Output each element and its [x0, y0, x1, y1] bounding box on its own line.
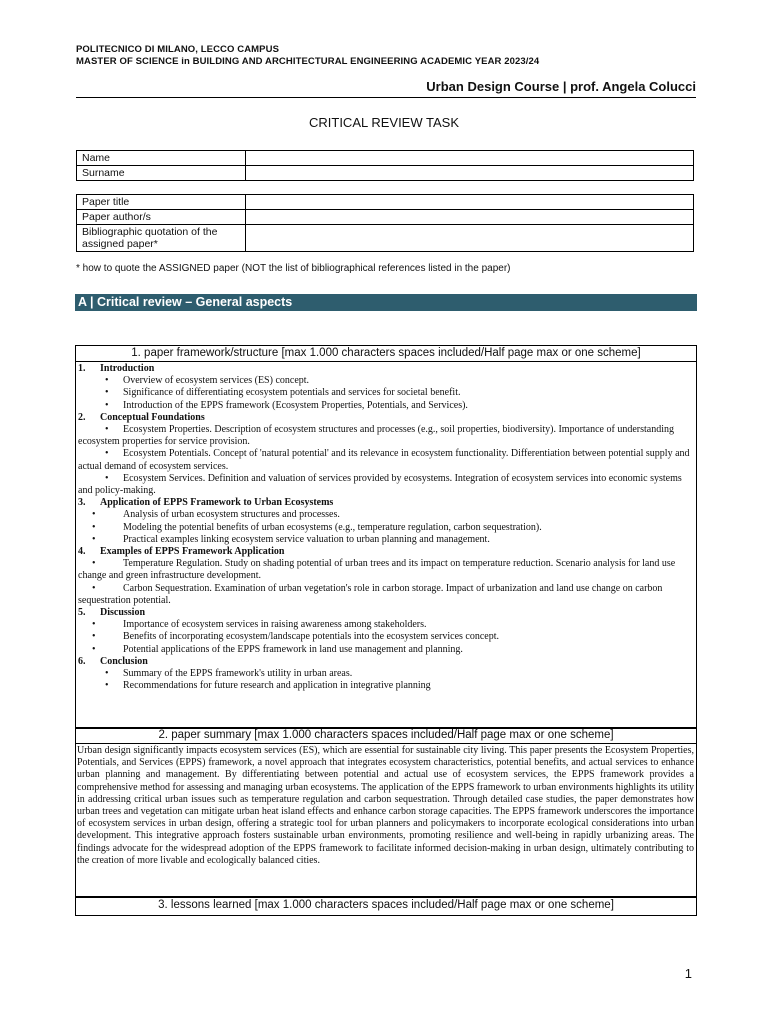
- list-item: • Temperature Regulation. Study on shading potential of urban trees and its impact on temperature reduction. Scenario analysis for land use change and green infrastructure development.: [78, 558, 694, 582]
- course-title: Urban Design Course | prof. Angela Colucci: [426, 79, 696, 94]
- summary-text: Urban design significantly impacts ecosystem services (ES), which are essential for sustainable city living. This paper presents the Ecosystem Properties, Potentials, and Services (EPPS) framework, a novel approach that integrates ecosystem characteristics, potential benefits, and actual services to enhance urban planning and management. By differentiating between potential and actual use of ecosystem services, the EPPS framework provides a comprehensive method for assessing and managing urban ecosystems. The application of the EPPS framework to urban environments highlights its utility in addressing critical urban issues such as temperature regulation and carbon sequestration. Through detailed case studies, the paper demonstrates how urban trees and vegetation can mitigate urban heat island effects and enhance carbon storage capacities. The EPPS framework underscores the importance of ecosystem services in urban design, offering a strategic tool for urban planners and policymakers to incorporate ecological considerations into urban development. This integrative approach fosters sustainable urban environments, promoting resilience and well-being in rapidly urbanizing areas. The findings advocate for the widespread adoption of the EPPS framework to facilitate informed decision-making in urban design, ultimately contributing to the creation of more livable and ecologically balanced cities.: [77, 745, 694, 866]
- bibliographic-quotation-label: Bibliographic quotation of the assigned paper*: [77, 225, 246, 252]
- paper-title-label: Paper title: [77, 195, 246, 210]
- list-item: • Recommendations for future research and application in integrative planning: [78, 680, 694, 692]
- framework-content: [76, 362, 696, 692]
- table-row: [77, 195, 694, 210]
- list-item: • Analysis of urban ecosystem structures and processes.: [78, 509, 694, 521]
- list-item: • Benefits of incorporating ecosystem/landscape potentials into the ecosystem services concept.: [78, 631, 694, 643]
- summary-box: [75, 727, 697, 898]
- surname-field[interactable]: [246, 166, 694, 181]
- summary-heading: 2. paper summary [max 1.000 characters spaces included/Half page max or one scheme]: [76, 728, 696, 744]
- outline-heading: 1. Introduction: [78, 363, 155, 374]
- lessons-heading: 3. lessons learned [max 1.000 characters spaces included/Half page max or one scheme]: [158, 899, 614, 911]
- quotation-note: * how to quote the ASSIGNED paper (NOT the list of bibliographical references listed in the paper): [76, 263, 511, 274]
- framework-box: [75, 345, 697, 729]
- outline-heading: 5. Discussion: [78, 607, 146, 619]
- list-item: • Potential applications of the EPPS framework in land use management and planning.: [78, 644, 694, 656]
- name-label: Name: [77, 151, 246, 166]
- header-divider: [76, 97, 696, 98]
- list-item: • Importance of ecosystem services in raising awareness among stakeholders.: [78, 619, 694, 631]
- framework-heading: 1. paper framework/structure [max 1.000 characters spaces included/Half page max or one scheme]: [76, 346, 696, 362]
- list-item: • Ecosystem Potentials. Concept of 'natural potential' and its relevance in ecosystem functionality. Differentiation between potential supply and actual demand of ecosystem services.: [78, 448, 694, 472]
- program-name: MASTER OF SCIENCE in BUILDING AND ARCHITECTURAL ENGINEERING ACADEMIC YEAR 2023/24: [76, 56, 540, 67]
- outline-heading: 3. Application of EPPS Framework to Urban Ecosystems: [78, 497, 334, 509]
- bibliographic-quotation-field[interactable]: [246, 225, 694, 252]
- table-row: [77, 151, 694, 166]
- table-row: [77, 210, 694, 225]
- table-row: [77, 166, 694, 181]
- student-info-table: [76, 150, 694, 181]
- institution-name: POLITECNICO DI MILANO, LECCO CAMPUS: [76, 44, 279, 55]
- list-item: • Practical examples linking ecosystem service valuation to urban planning and management.: [78, 534, 694, 546]
- paper-info-table: [76, 194, 694, 252]
- list-item: • Summary of the EPPS framework's utility in urban areas.: [78, 668, 694, 680]
- name-field[interactable]: [246, 151, 694, 166]
- paper-authors-label: Paper author/s: [77, 210, 246, 225]
- list-item: • Introduction of the EPPS framework (Ecosystem Properties, Potentials, and Services).: [78, 400, 694, 412]
- page-number: 1: [684, 966, 692, 981]
- outline-heading: 2. Conceptual Foundations: [78, 411, 205, 423]
- table-row: [77, 225, 694, 252]
- paper-title-field[interactable]: [246, 195, 694, 210]
- list-item: • Modeling the potential benefits of urban ecosystems (e.g., temperature regulation, carbon sequestration).: [78, 522, 694, 534]
- page-title: CRITICAL REVIEW TASK: [308, 115, 459, 130]
- list-item: • Ecosystem Services. Definition and valuation of services provided by ecosystems. Integration of ecosystem services into economic systems and policy-making.: [78, 473, 694, 497]
- list-item: • Carbon Sequestration. Examination of urban vegetation's role in carbon storage. Impact of urbanization and land use change on carbon sequestration potential.: [78, 583, 694, 607]
- list-item: • Overview of ecosystem services (ES) concept.: [78, 375, 694, 387]
- surname-label: Surname: [77, 166, 246, 181]
- lessons-box: [75, 896, 697, 916]
- outline-heading: 4. Examples of EPPS Framework Application: [78, 546, 285, 558]
- section-a-header: A | Critical review – General aspects: [75, 294, 697, 311]
- list-item: • Significance of differentiating ecosystem potentials and services for societal benefit.: [78, 387, 694, 399]
- paper-authors-field[interactable]: [246, 210, 694, 225]
- list-item: • Ecosystem Properties. Description of ecosystem structures and processes (e.g., soil properties, biodiversity). Importance of understanding ecosystem properties for service provision.: [78, 424, 694, 448]
- outline-heading: 6. Conclusion: [78, 655, 148, 667]
